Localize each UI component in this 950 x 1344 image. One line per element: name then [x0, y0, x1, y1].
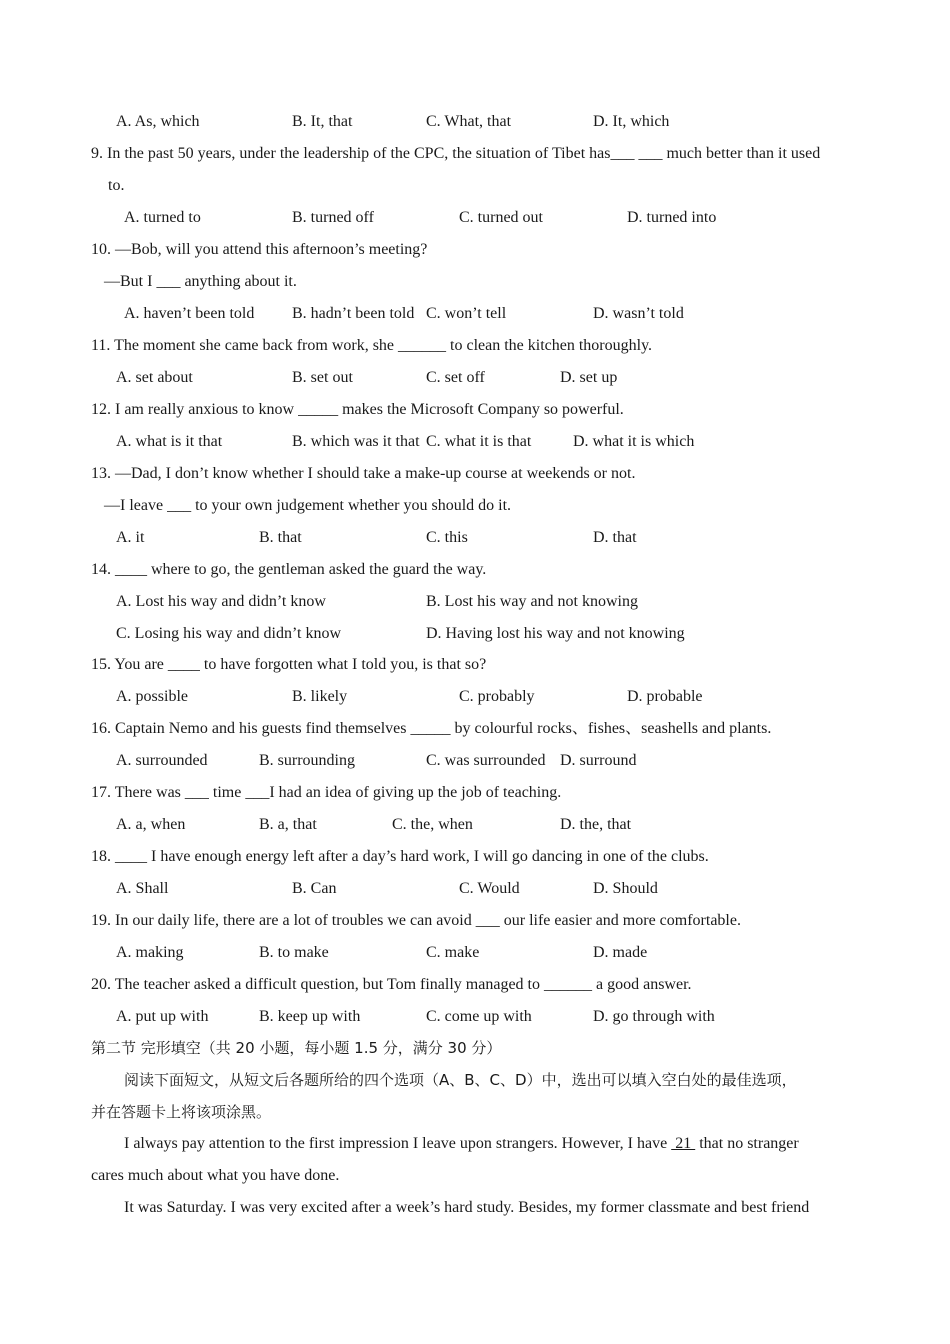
- option-q16-b: B. surrounding: [259, 752, 355, 769]
- passage-line-3: It was Saturday. I was very excited after a week’s hard study. Besides, my former classmate and best friend: [124, 1199, 810, 1216]
- section-heading: 第二节 完形填空（共 20 小题，每小题 1.5 分，满分 30 分）: [91, 1039, 502, 1057]
- option-q17-c: C. the, when: [392, 816, 473, 833]
- option-q10-b: B. hadn’t been told: [292, 305, 415, 322]
- option-q11-d: D. set up: [560, 369, 618, 386]
- question-16: 16. Captain Nemo and his guests find themselves _____ by colourful rocks、fishes、seashells and plants.: [91, 720, 772, 737]
- option-q12-b: B. which was it that: [292, 433, 420, 450]
- option-q9-d: D. turned into: [627, 209, 717, 226]
- option-q15-c: C. probably: [459, 688, 535, 705]
- option-q15-d: D. probable: [627, 688, 703, 705]
- option-q18-d: D. Should: [593, 880, 658, 897]
- question-12: 12. I am really anxious to know _____ makes the Microsoft Company so powerful.: [91, 401, 624, 418]
- question-9-line-2: to.: [108, 177, 125, 194]
- question-19: 19. In our daily life, there are a lot of troubles we can avoid ___ our life easier and more comfortable.: [91, 912, 741, 929]
- option-q8-a: A. As, which: [116, 113, 200, 130]
- question-11: 11. The moment she came back from work, she ______ to clean the kitchen thoroughly.: [91, 337, 653, 354]
- option-q18-c: C. Would: [459, 880, 520, 897]
- option-q19-b: B. to make: [259, 944, 329, 961]
- option-q18-a: A. Shall: [116, 880, 169, 897]
- option-q14-c: C. Losing his way and didn’t know: [116, 625, 342, 642]
- option-q20-d: D. go through with: [593, 1008, 715, 1025]
- question-20: 20. The teacher asked a difficult question, but Tom finally managed to ______ a good answer.: [91, 976, 692, 993]
- option-q13-c: C. this: [426, 529, 468, 546]
- question-10-line-2: —But I ___ anything about it.: [104, 273, 297, 290]
- option-q20-c: C. come up with: [426, 1008, 532, 1025]
- option-q19-d: D. made: [593, 944, 648, 961]
- option-q10-d: D. wasn’t told: [593, 305, 684, 322]
- option-q14-d: D. Having lost his way and not knowing: [426, 625, 685, 642]
- option-q15-b: B. likely: [292, 688, 348, 705]
- option-q13-b: B. that: [259, 529, 302, 546]
- option-q17-a: A. a, when: [116, 816, 186, 833]
- question-13-line-1: 13. —Dad, I don’t know whether I should take a make-up course at weekends or not.: [91, 465, 636, 482]
- passage-line-1: [124, 1134, 799, 1154]
- question-13-line-2: —I leave ___ to your own judgement whether you should do it.: [104, 497, 512, 514]
- question-14: 14. ____ where to go, the gentleman asked the guard the way.: [91, 561, 487, 578]
- option-q12-c: C. what it is that: [426, 433, 532, 450]
- option-q15-a: A. possible: [116, 688, 188, 705]
- instructions-line-2: 并在答题卡上将该项涂黑。: [91, 1103, 272, 1121]
- option-q14-a: A. Lost his way and didn’t know: [116, 593, 326, 610]
- option-q17-d: D. the, that: [560, 816, 632, 833]
- question-15: 15. You are ____ to have forgotten what I told you, is that so?: [91, 656, 487, 673]
- passage-line-2: cares much about what you have done.: [91, 1167, 340, 1184]
- passage-line-1-start: I always pay attention to the first impression I leave upon strangers. However, I have: [124, 1135, 668, 1152]
- option-q13-a: A. it: [116, 529, 145, 546]
- instructions-line-1: 阅读下面短文，从短文后各题所给的四个选项（A、B、C、D）中，选出可以填入空白处的最佳选项，: [124, 1071, 797, 1089]
- blank-21: 21: [671, 1135, 696, 1152]
- option-q20-a: A. put up with: [116, 1008, 209, 1025]
- option-q10-a: A. haven’t been told: [124, 305, 255, 322]
- option-q14-b: B. Lost his way and not knowing: [426, 593, 638, 610]
- option-q16-d: D. surround: [560, 752, 637, 769]
- question-10-line-1: 10. —Bob, will you attend this afternoon’s meeting?: [91, 241, 428, 258]
- option-q20-b: B. keep up with: [259, 1008, 361, 1025]
- option-q9-c: C. turned out: [459, 209, 543, 226]
- question-17: 17. There was ___ time ___I had an idea of giving up the job of teaching.: [91, 784, 562, 801]
- option-q12-a: A. what is it that: [116, 433, 223, 450]
- option-q17-b: B. a, that: [259, 816, 317, 833]
- option-q19-c: C. make: [426, 944, 480, 961]
- option-q13-d: D. that: [593, 529, 637, 546]
- question-9-line-1: 9. In the past 50 years, under the leadership of the CPC, the situation of Tibet has___ ___ much better than it used: [91, 145, 821, 162]
- passage-line-1-end: that no stranger: [699, 1135, 799, 1152]
- option-q19-a: A. making: [116, 944, 184, 961]
- option-q8-d: D. It, which: [593, 113, 670, 130]
- option-q11-b: B. set out: [292, 369, 353, 386]
- option-q12-d: D. what it is which: [573, 433, 695, 450]
- option-q16-c: C. was surrounded: [426, 752, 546, 769]
- option-q10-c: C. won’t tell: [426, 305, 507, 322]
- option-q8-c: C. What, that: [426, 113, 512, 130]
- option-q11-a: A. set about: [116, 369, 193, 386]
- option-q9-a: A. turned to: [124, 209, 201, 226]
- option-q11-c: C. set off: [426, 369, 485, 386]
- question-18: 18. ____ I have enough energy left after a day’s hard work, I will go dancing in one of the clubs.: [91, 848, 709, 865]
- option-q16-a: A. surrounded: [116, 752, 208, 769]
- option-q18-b: B. Can: [292, 880, 337, 897]
- option-q9-b: B. turned off: [292, 209, 374, 226]
- option-q8-b: B. It, that: [292, 113, 353, 130]
